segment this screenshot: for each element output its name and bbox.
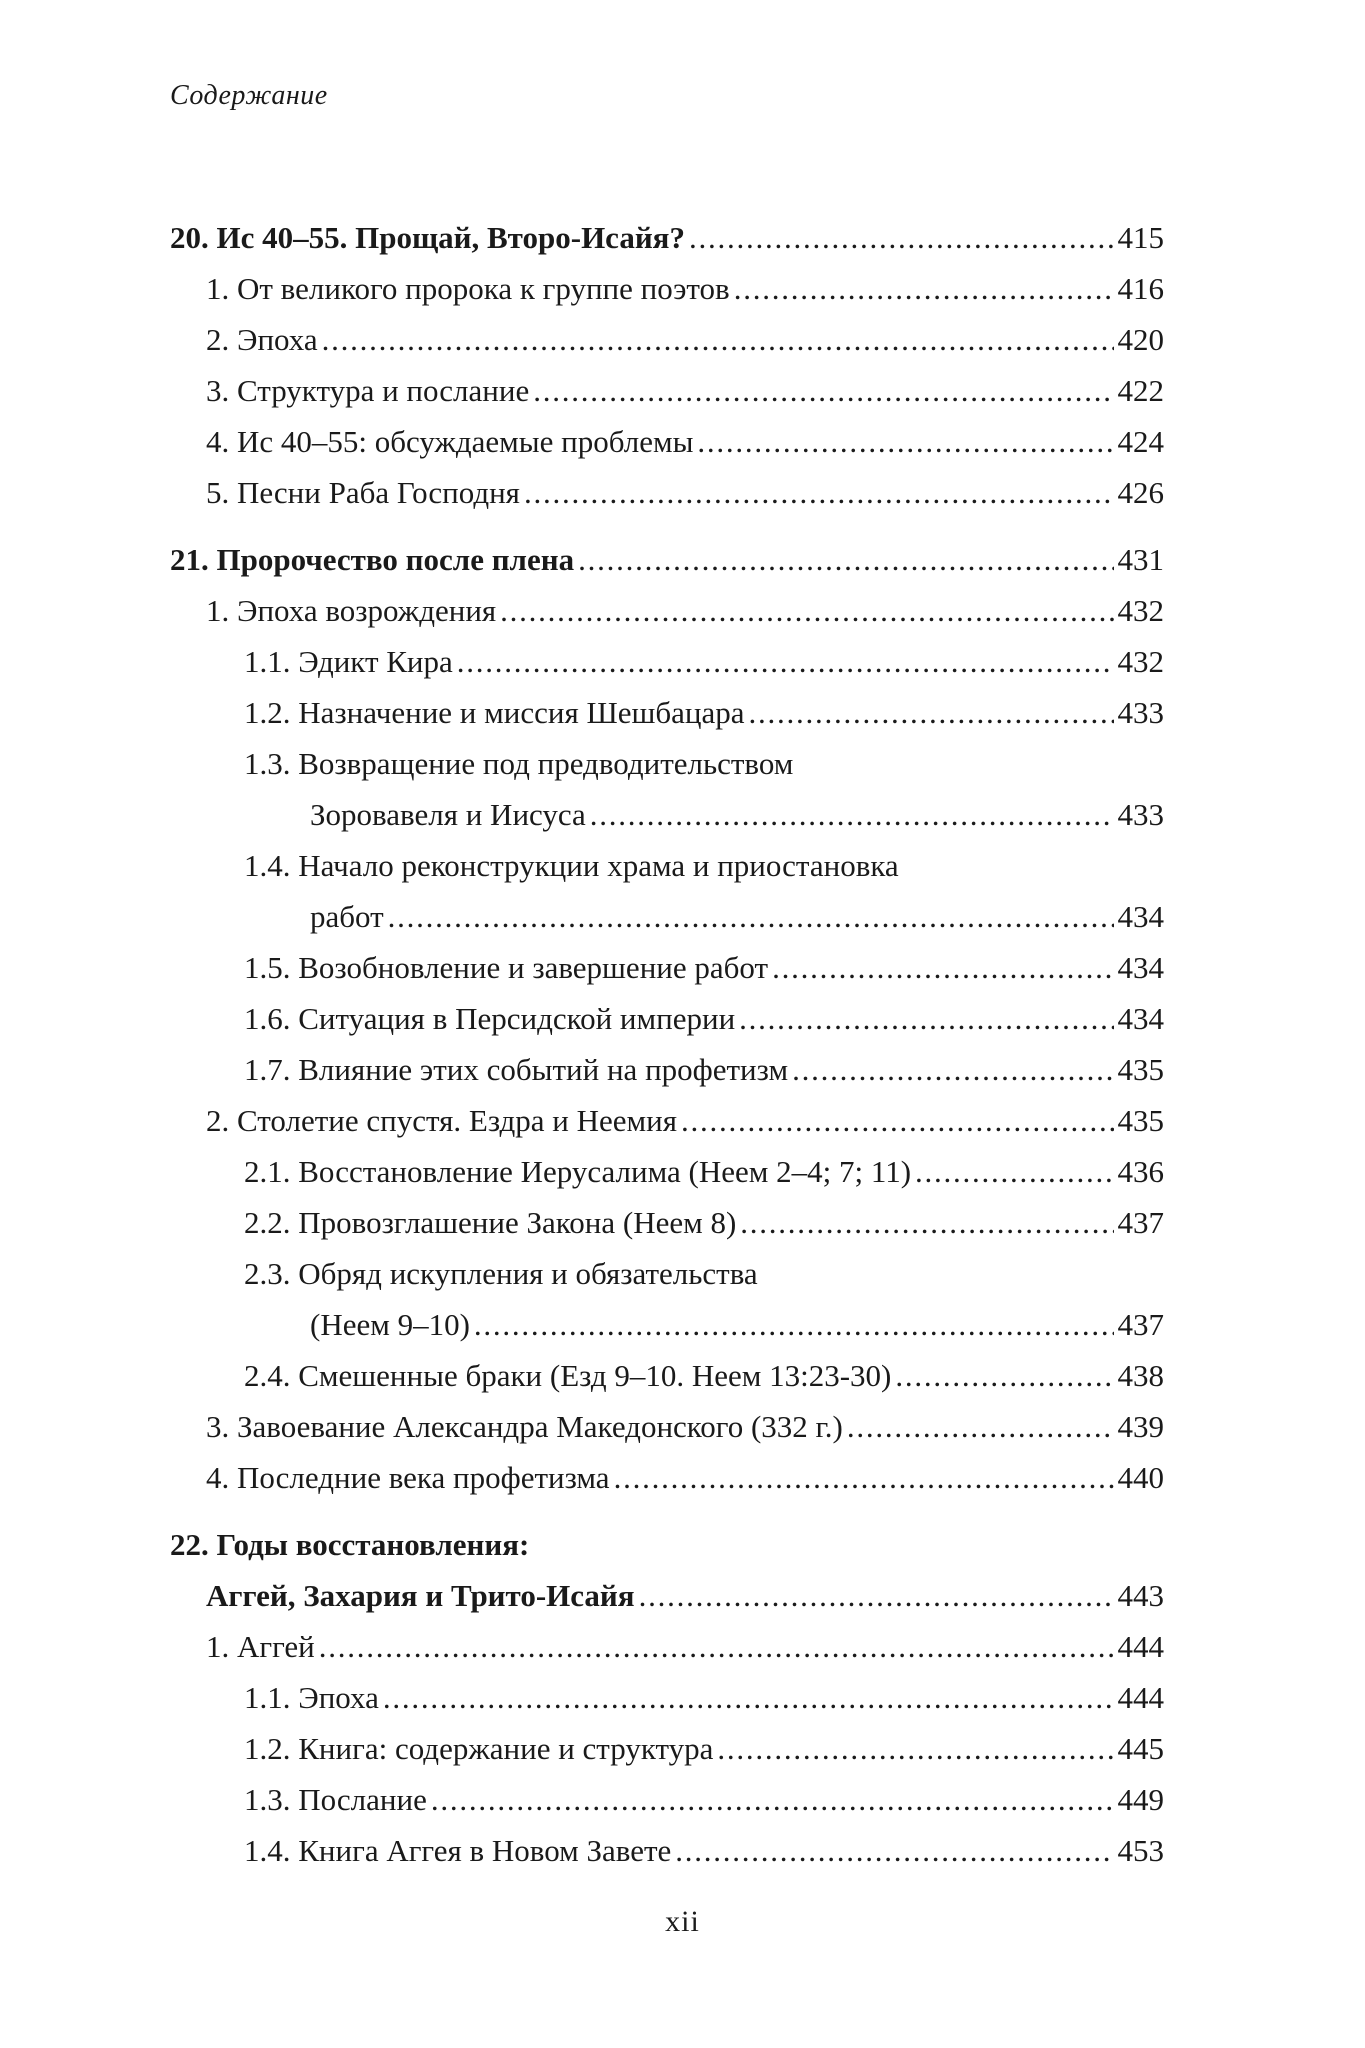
toc-entry xyxy=(170,1197,1164,1248)
toc-entry-page: 439 xyxy=(1117,1409,1164,1444)
toc-entry-title: 1.1. Эпоха xyxy=(244,1680,379,1715)
toc-entry xyxy=(170,1723,1164,1774)
dot-leader xyxy=(740,1197,1113,1248)
toc-entry-title: 1.4. Начало реконструкции храма и приостановка xyxy=(244,848,899,883)
toc-entry-page: 424 xyxy=(1117,424,1164,459)
toc-entry-title: 1.1. Эдикт Кира xyxy=(244,644,453,679)
dot-leader xyxy=(734,263,1114,314)
toc-chapter xyxy=(170,212,1164,518)
toc-entry-title: (Неем 9–10) xyxy=(310,1307,470,1342)
toc-entry xyxy=(170,416,1164,467)
toc-entry-page: 433 xyxy=(1117,695,1164,730)
toc-entry-page: 434 xyxy=(1117,899,1164,934)
toc-entry xyxy=(170,891,1164,942)
toc-entry-title: 2. Столетие спустя. Ездра и Неемия xyxy=(206,1103,677,1138)
toc-entry-page: 444 xyxy=(1117,1629,1164,1664)
toc-entry-title: 20. Ис 40–55. Прощай, Второ-Исайя? xyxy=(170,220,685,255)
toc-entry xyxy=(170,1350,1164,1401)
toc-entry xyxy=(170,1146,1164,1197)
dot-leader xyxy=(847,1401,1114,1452)
dot-leader xyxy=(614,1452,1114,1503)
dot-leader xyxy=(383,1672,1114,1723)
toc-entry-page: 434 xyxy=(1117,1001,1164,1036)
toc-entry-title: 2.2. Провозглашение Закона (Неем 8) xyxy=(244,1205,737,1240)
toc-entry xyxy=(170,1299,1164,1350)
toc-entry xyxy=(170,1095,1164,1146)
toc-entry xyxy=(170,534,1164,585)
toc-entry-title: 1.4. Книга Аггея в Новом Завете xyxy=(244,1833,672,1868)
toc-entry-page: 437 xyxy=(1117,1205,1164,1240)
dot-leader xyxy=(697,416,1113,467)
dot-leader xyxy=(675,1825,1113,1876)
toc-entry xyxy=(170,840,1164,891)
toc-entry-page: 432 xyxy=(1117,644,1164,679)
toc-entry xyxy=(170,585,1164,636)
toc-entry xyxy=(170,1570,1164,1621)
toc-entry-page: 433 xyxy=(1117,797,1164,832)
toc-entry-title: Аггей, Захария и Трито-Исайя xyxy=(206,1578,635,1613)
dot-leader xyxy=(895,1350,1113,1401)
running-head: Содержание xyxy=(170,80,328,111)
toc-chapter xyxy=(170,534,1164,1503)
toc-entry xyxy=(170,636,1164,687)
toc-entry-page: 449 xyxy=(1117,1782,1164,1817)
dot-leader xyxy=(319,1621,1114,1672)
toc-entry-title: 2. Эпоха xyxy=(206,322,318,357)
toc-entry-title: 1. От великого пророка к группе поэтов xyxy=(206,271,730,306)
dot-leader xyxy=(749,687,1114,738)
toc-entry xyxy=(170,1044,1164,1095)
toc-entry xyxy=(170,467,1164,518)
toc-entry-title: 1.6. Ситуация в Персидской империи xyxy=(244,1001,736,1036)
toc-entry xyxy=(170,738,1164,789)
toc-entry-page: 453 xyxy=(1117,1833,1164,1868)
dot-leader xyxy=(772,942,1113,993)
dot-leader xyxy=(681,1095,1114,1146)
toc-entry xyxy=(170,314,1164,365)
dot-leader xyxy=(500,585,1113,636)
toc-entry xyxy=(170,263,1164,314)
page-number: xii xyxy=(665,1905,700,1938)
toc-entry-title: 1. Аггей xyxy=(206,1629,315,1664)
toc-entry-page: 440 xyxy=(1117,1460,1164,1495)
toc-entry-title: 1.7. Влияние этих событий на профетизм xyxy=(244,1052,789,1087)
toc-entry xyxy=(170,1621,1164,1672)
toc-entry-title: 1.2. Назначение и миссия Шешбацара xyxy=(244,695,745,730)
toc-entry-page: 443 xyxy=(1117,1578,1164,1613)
toc-entry-page: 415 xyxy=(1117,220,1164,255)
dot-leader xyxy=(915,1146,1113,1197)
toc-entry-title: 3. Структура и послание xyxy=(206,373,530,408)
toc-entry-page: 426 xyxy=(1117,475,1164,510)
toc-entry-title: 1.2. Книга: содержание и структура xyxy=(244,1731,714,1766)
dot-leader xyxy=(792,1044,1113,1095)
toc-entry-page: 422 xyxy=(1117,373,1164,408)
dot-leader xyxy=(388,891,1114,942)
toc-entry-title: 22. Годы восстановления: xyxy=(170,1527,530,1562)
toc-entry xyxy=(170,212,1164,263)
toc-chapter xyxy=(170,1519,1164,1876)
toc-entry xyxy=(170,1519,1164,1570)
toc-entry-title: 4. Ис 40–55: обсуждаемые проблемы xyxy=(206,424,694,459)
toc-entry-page: 420 xyxy=(1117,322,1164,357)
toc-entry xyxy=(170,687,1164,738)
toc-entry-title: 1.3. Возвращение под предводительством xyxy=(244,746,794,781)
toc-entry-title: 3. Завоевание Александра Македонского (332 г.) xyxy=(206,1409,843,1444)
toc-entry xyxy=(170,1452,1164,1503)
dot-leader xyxy=(739,993,1113,1044)
toc-entry xyxy=(170,789,1164,840)
toc-entry-title: 5. Песни Раба Господня xyxy=(206,475,520,510)
toc-entry xyxy=(170,1672,1164,1723)
dot-leader xyxy=(533,365,1113,416)
toc-entry xyxy=(170,1825,1164,1876)
dot-leader xyxy=(322,314,1114,365)
toc-entry-title: 1.5. Возобновление и завершение работ xyxy=(244,950,769,985)
table-of-contents xyxy=(170,212,1164,1876)
toc-entry-page: 435 xyxy=(1117,1052,1164,1087)
toc-entry-title: 2.1. Восстановление Иерусалима (Неем 2–4; 7; 11) xyxy=(244,1154,912,1189)
toc-entry-page: 436 xyxy=(1117,1154,1164,1189)
dot-leader xyxy=(590,789,1114,840)
toc-entry-title: 21. Пророчество после плена xyxy=(170,542,575,577)
dot-leader xyxy=(524,467,1114,518)
toc-entry xyxy=(170,1248,1164,1299)
dot-leader xyxy=(457,636,1114,687)
toc-entry-title: 2.4. Смешенные браки (Езд 9–10. Неем 13:23-30) xyxy=(244,1358,892,1393)
toc-entry-page: 434 xyxy=(1117,950,1164,985)
toc-entry xyxy=(170,365,1164,416)
toc-entry-page: 437 xyxy=(1117,1307,1164,1342)
toc-entry xyxy=(170,1774,1164,1825)
toc-entry-title: 1. Эпоха возрождения xyxy=(206,593,497,628)
toc-entry xyxy=(170,1401,1164,1452)
dot-leader xyxy=(578,534,1113,585)
toc-entry-page: 432 xyxy=(1117,593,1164,628)
toc-entry xyxy=(170,942,1164,993)
dot-leader xyxy=(639,1570,1114,1621)
dot-leader xyxy=(689,212,1114,263)
toc-entry-page: 438 xyxy=(1117,1358,1164,1393)
dot-leader xyxy=(474,1299,1114,1350)
toc-entry-title: Зоровавеля и Иисуса xyxy=(310,797,586,832)
toc-entry-title: работ xyxy=(310,899,384,934)
toc-entry-page: 435 xyxy=(1117,1103,1164,1138)
toc-entry-title: 2.3. Обряд искупления и обязательства xyxy=(244,1256,758,1291)
toc-entry-page: 445 xyxy=(1117,1731,1164,1766)
toc-entry-title: 1.3. Послание xyxy=(244,1782,427,1817)
dot-leader xyxy=(717,1723,1113,1774)
toc-entry-title: 4. Последние века профетизма xyxy=(206,1460,610,1495)
toc-entry-page: 431 xyxy=(1117,542,1164,577)
dot-leader xyxy=(431,1774,1114,1825)
toc-entry-page: 416 xyxy=(1117,271,1164,306)
toc-entry-page: 444 xyxy=(1117,1680,1164,1715)
toc-entry xyxy=(170,993,1164,1044)
